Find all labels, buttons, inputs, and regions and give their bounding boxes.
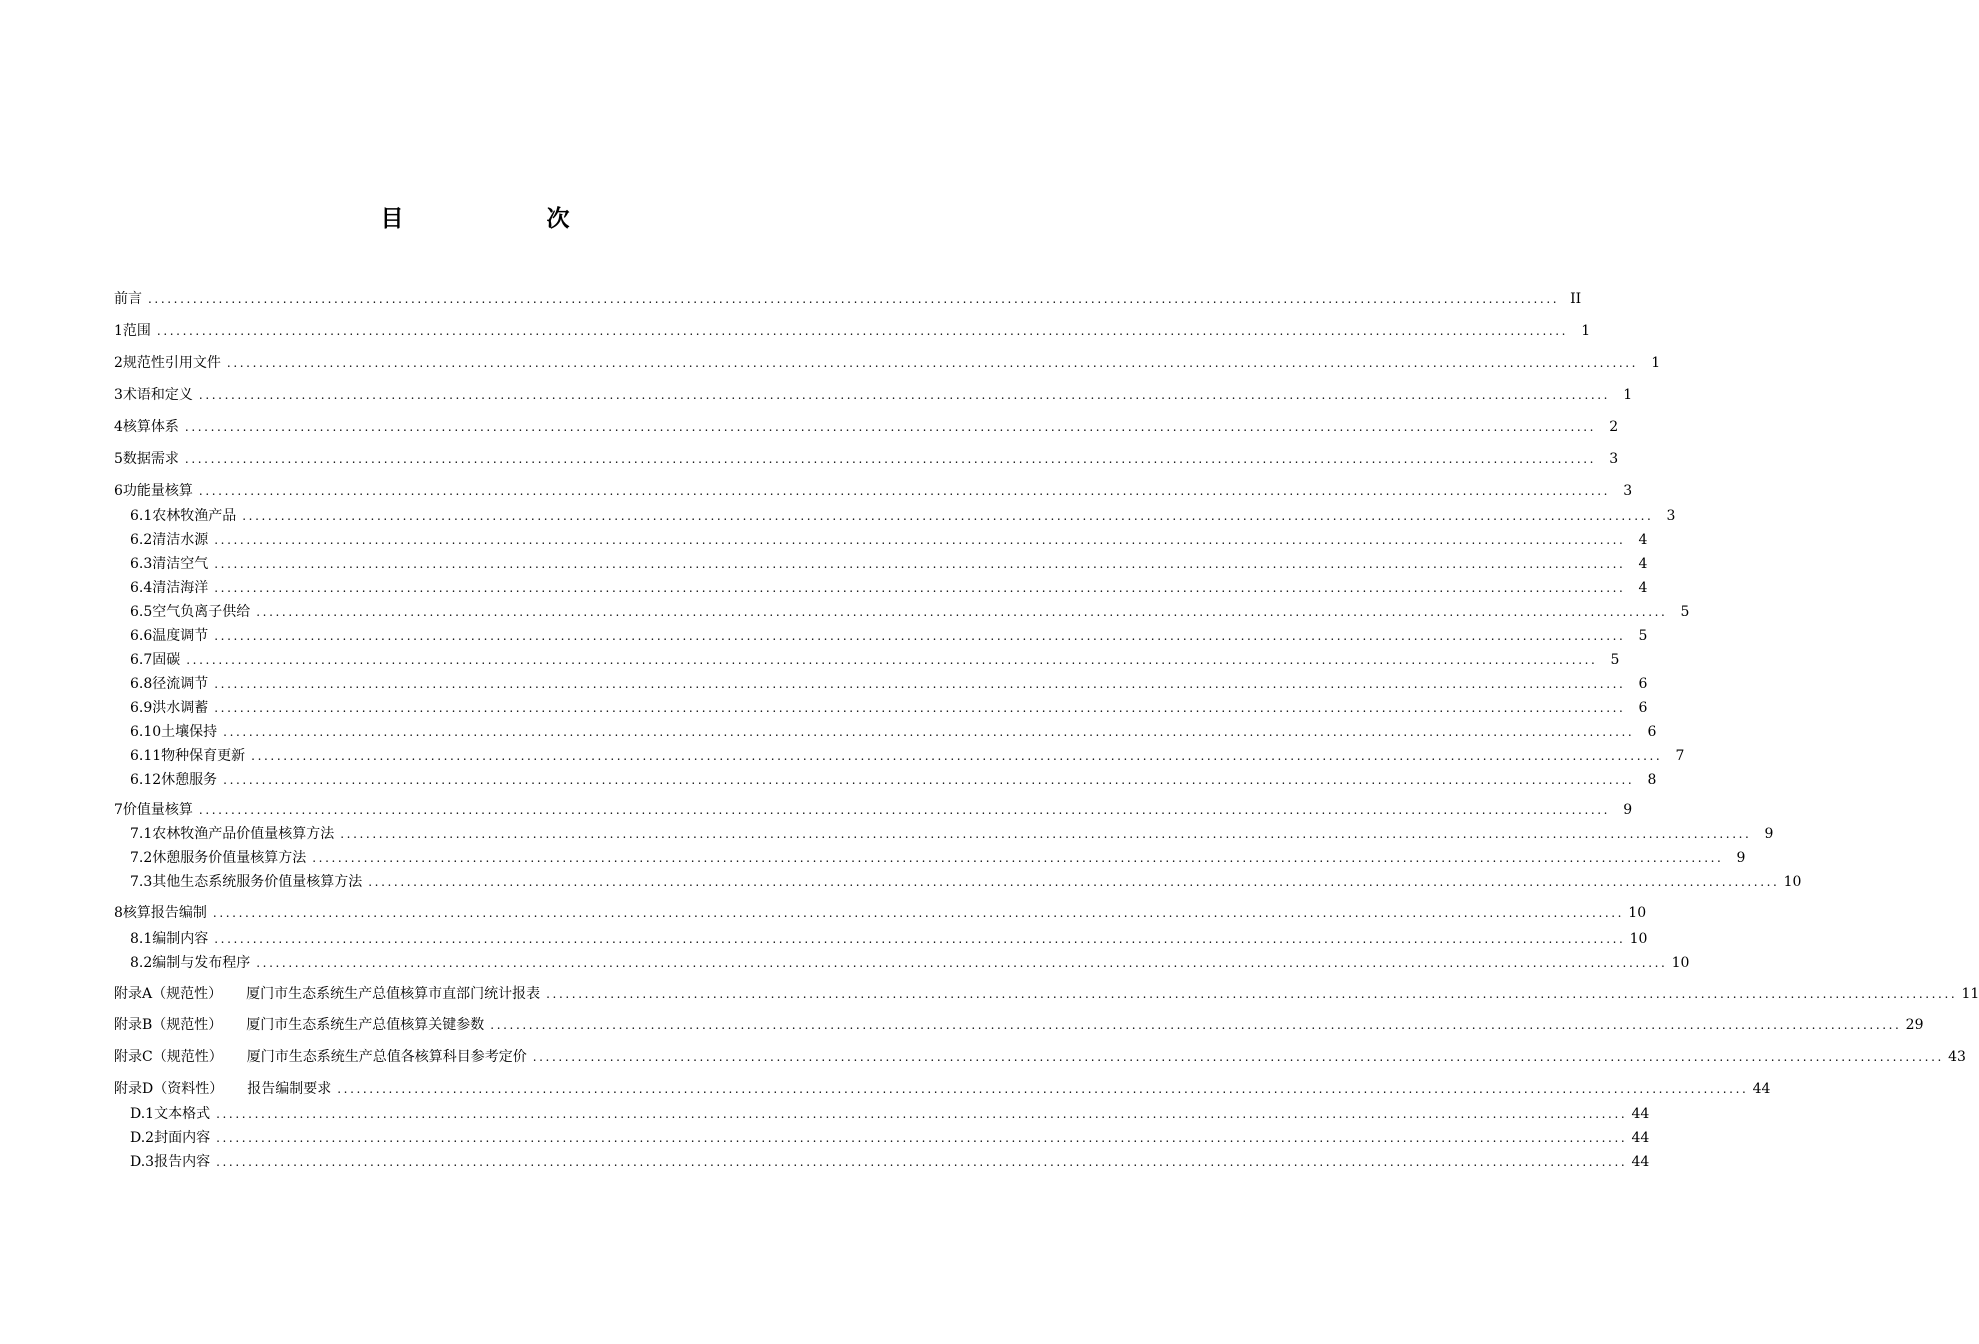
toc-entry[interactable] xyxy=(130,553,1648,575)
toc-entry[interactable] xyxy=(114,1078,1771,1100)
toc-entry-page-number: 4 xyxy=(1638,556,1648,572)
toc-entry[interactable] xyxy=(130,721,1657,743)
toc-entry-number: 6.2 xyxy=(130,532,153,548)
dot-leader: ............................................................................................................................................................................................................................ xyxy=(184,420,1597,434)
toc-entry[interactable] xyxy=(130,625,1648,647)
toc-entry[interactable] xyxy=(130,928,1648,950)
toc-entry-label: 休憩服务价值量核算方法 xyxy=(152,850,307,866)
toc-entry-label: 核算报告编制 xyxy=(122,905,207,921)
toc-entry[interactable] xyxy=(114,416,1619,438)
toc-entry-number: 6.6 xyxy=(130,628,153,644)
toc-entry-page-number: 6 xyxy=(1647,724,1657,740)
toc-entry-page-number: 1 xyxy=(1623,387,1633,403)
dot-leader: ............................................................................................................................................................................................................................ xyxy=(214,677,1626,691)
dot-leader: ............................................................................................................................................................................................................................ xyxy=(148,292,1560,306)
dot-leader: ............................................................................................................................................................................................................................ xyxy=(198,803,1611,817)
toc-entry[interactable] xyxy=(130,505,1676,527)
toc-entry-number: 6.10 xyxy=(130,724,162,740)
toc-entry-label: 规范性引用文件 xyxy=(122,355,221,371)
toc-entry-page-number: II xyxy=(1570,291,1582,307)
toc-entry-number: 附录D（资料性） xyxy=(114,1081,224,1097)
toc-entry-page-number: 6 xyxy=(1638,700,1648,716)
toc-entry-number: 7 xyxy=(114,802,123,818)
toc-entry-label: 报告编制要求 xyxy=(247,1081,332,1097)
toc-entry-number: 6.3 xyxy=(130,556,153,572)
dot-leader: ............................................................................................................................................................................................................................ xyxy=(490,1018,1902,1032)
dot-leader: ............................................................................................................................................................................................................................ xyxy=(546,987,1958,1001)
toc-title: 目 次 xyxy=(380,206,630,232)
toc-entry[interactable] xyxy=(114,902,1647,924)
toc-entry-label: 农林牧渔产品价值量核算方法 xyxy=(152,826,335,842)
toc-entry-number: 附录A（规范性） xyxy=(114,986,223,1002)
toc-entry-label: 土壤保持 xyxy=(161,724,218,740)
toc-entry-label: 厦门市生态系统生产总值各核算科目参考定价 xyxy=(246,1049,527,1065)
dot-leader: ............................................................................................................................................................................................................................ xyxy=(214,557,1626,571)
dot-leader: ............................................................................................................................................................................................................................ xyxy=(368,875,1780,889)
toc-entry[interactable] xyxy=(130,673,1648,695)
toc-entry-page-number: 44 xyxy=(1752,1081,1771,1097)
dot-leader: ............................................................................................................................................................................................................................ xyxy=(186,653,1598,667)
toc-entry[interactable] xyxy=(130,1127,1650,1149)
toc-entry-page-number: 6 xyxy=(1638,676,1648,692)
toc-entry-page-number: 4 xyxy=(1638,580,1648,596)
toc-entry-number: 4 xyxy=(114,419,123,435)
toc-entry-number: 3 xyxy=(114,387,123,403)
toc-entry-number: 7.1 xyxy=(130,826,153,842)
toc-entry-label: 报告内容 xyxy=(154,1154,211,1170)
toc-entry[interactable] xyxy=(114,1046,1966,1068)
toc-entry-label: 固碳 xyxy=(152,652,181,668)
toc-entry[interactable] xyxy=(130,1151,1650,1173)
toc-entry[interactable] xyxy=(130,697,1648,719)
toc-entry-page-number: 10 xyxy=(1783,874,1802,890)
toc-entry-number: D.2 xyxy=(130,1130,155,1146)
dot-leader: ............................................................................................................................................................................................................................ xyxy=(242,509,1654,523)
toc-entry-number: 2 xyxy=(114,355,123,371)
toc-entry-page-number: 44 xyxy=(1631,1106,1650,1122)
toc-entry-page-number: 10 xyxy=(1629,931,1648,947)
dot-leader: ............................................................................................................................................................................................................................ xyxy=(212,906,1625,920)
toc-entry[interactable] xyxy=(130,649,1620,671)
toc-entry-label: 文本格式 xyxy=(154,1106,211,1122)
toc-entry[interactable] xyxy=(114,384,1633,406)
toc-entry[interactable] xyxy=(130,529,1648,551)
toc-entry-page-number: 2 xyxy=(1609,419,1619,435)
dot-leader: ............................................................................................................................................................................................................................ xyxy=(198,484,1611,498)
dot-leader: ............................................................................................................................................................................................................................ xyxy=(256,605,1668,619)
toc-entry-label: 径流调节 xyxy=(152,676,209,692)
toc-entry-number: 8 xyxy=(114,905,123,921)
toc-entry[interactable] xyxy=(130,871,1802,893)
toc-entry-label: 前言 xyxy=(114,291,142,307)
dot-leader: ............................................................................................................................................................................................................................ xyxy=(340,827,1752,841)
toc-entry[interactable] xyxy=(114,799,1633,821)
toc-entry-label: 温度调节 xyxy=(152,628,209,644)
toc-entry-page-number: 43 xyxy=(1948,1049,1966,1065)
toc-entry-number: 8.1 xyxy=(130,931,153,947)
toc-entry-label: 功能量核算 xyxy=(122,483,193,499)
toc-entry-page-number: 11 xyxy=(1961,986,1979,1002)
toc-entry-page-number: 1 xyxy=(1651,355,1661,371)
toc-entry[interactable] xyxy=(130,952,1690,974)
toc-entry-number: D.3 xyxy=(130,1154,155,1170)
toc-entry-page-number: 8 xyxy=(1647,772,1657,788)
toc-entry-number: 1 xyxy=(114,323,123,339)
toc-entry-number: 6.8 xyxy=(130,676,153,692)
toc-entry-label: 封面内容 xyxy=(154,1130,211,1146)
toc-entry[interactable] xyxy=(114,320,1591,342)
toc-entry-label: 编制内容 xyxy=(152,931,209,947)
dot-leader: ............................................................................................................................................................................................................................ xyxy=(214,932,1626,946)
dot-leader: ............................................................................................................................................................................................................................ xyxy=(214,629,1626,643)
dot-leader: ............................................................................................................................................................................................................................ xyxy=(198,388,1611,402)
toc-entry[interactable] xyxy=(130,769,1657,791)
toc-entry[interactable] xyxy=(114,448,1619,470)
toc-entry-number: 6.5 xyxy=(130,604,153,620)
toc-entry[interactable] xyxy=(114,983,1979,1005)
toc-entry[interactable] xyxy=(114,480,1633,502)
toc-entry-label: 编制与发布程序 xyxy=(152,955,251,971)
toc-entry-label: 洪水调蓄 xyxy=(152,700,209,716)
dot-leader: ............................................................................................................................................................................................................................ xyxy=(216,1131,1628,1145)
toc-entry[interactable] xyxy=(114,352,1661,374)
toc-entry-page-number: 29 xyxy=(1905,1017,1924,1033)
toc-entry[interactable] xyxy=(130,1103,1650,1125)
toc-entry-number: 6.1 xyxy=(130,508,153,524)
toc-entry-label: 数据需求 xyxy=(122,451,179,467)
toc-entry-page-number: 4 xyxy=(1638,532,1648,548)
dot-leader: ............................................................................................................................................................................................................................ xyxy=(223,773,1635,787)
toc-entry-label: 清洁空气 xyxy=(152,556,209,572)
toc-entry-label: 清洁海洋 xyxy=(152,580,209,596)
dot-leader: ............................................................................................................................................................................................................................ xyxy=(214,581,1626,595)
dot-leader: ............................................................................................................................................................................................................................ xyxy=(223,725,1635,739)
dot-leader: ............................................................................................................................................................................................................................ xyxy=(156,324,1569,338)
toc-entry[interactable] xyxy=(130,577,1648,599)
dot-leader: ............................................................................................................................................................................................................................ xyxy=(256,956,1668,970)
toc-entry-page-number: 9 xyxy=(1736,850,1746,866)
dot-leader: ............................................................................................................................................................................................................................ xyxy=(216,1107,1628,1121)
toc-entry-label: 厦门市生态系统生产总值核算关键参数 xyxy=(246,1017,485,1033)
dot-leader: ............................................................................................................................................................................................................................ xyxy=(532,1050,1944,1064)
toc-entry-number: 8.2 xyxy=(130,955,153,971)
toc-entry-page-number: 3 xyxy=(1609,451,1619,467)
toc-entry-page-number: 3 xyxy=(1666,508,1676,524)
toc-entry-number: 附录B（规范性） xyxy=(114,1017,223,1033)
toc-entry-number: 5 xyxy=(114,451,123,467)
toc-entry-page-number: 44 xyxy=(1631,1154,1650,1170)
toc-entry-number: 6.4 xyxy=(130,580,153,596)
toc-entry-number: D.1 xyxy=(130,1106,155,1122)
dot-leader: ............................................................................................................................................................................................................................ xyxy=(337,1082,1749,1096)
toc-entry-page-number: 5 xyxy=(1638,628,1648,644)
toc-entry-label: 核算体系 xyxy=(122,419,179,435)
toc-entry[interactable] xyxy=(114,288,1582,310)
toc-entry[interactable] xyxy=(130,601,1690,623)
toc-entry-label: 物种保育更新 xyxy=(161,748,246,764)
toc-entry-number: 附录C（规范性） xyxy=(114,1049,223,1065)
toc-entry-label: 休憩服务 xyxy=(161,772,218,788)
toc-entry-number: 6.7 xyxy=(130,652,153,668)
toc-entry-number: 6.9 xyxy=(130,700,153,716)
toc-entry-page-number: 10 xyxy=(1671,955,1690,971)
toc-entry-number: 6 xyxy=(114,483,123,499)
toc-entry-page-number: 9 xyxy=(1764,826,1774,842)
toc-entry-page-number: 5 xyxy=(1610,652,1620,668)
dot-leader: ............................................................................................................................................................................................................................ xyxy=(214,701,1626,715)
dot-leader: ............................................................................................................................................................................................................................ xyxy=(226,356,1639,370)
toc-entry-label: 清洁水源 xyxy=(152,532,209,548)
toc-entry-number: 7.3 xyxy=(130,874,153,890)
toc-entry[interactable] xyxy=(130,847,1746,869)
toc-entry-label: 价值量核算 xyxy=(122,802,193,818)
dot-leader: ............................................................................................................................................................................................................................ xyxy=(214,533,1626,547)
toc-entry-label: 厦门市生态系统生产总值核算市直部门统计报表 xyxy=(246,986,541,1002)
dot-leader: ............................................................................................................................................................................................................................ xyxy=(216,1155,1628,1169)
toc-entry[interactable] xyxy=(114,1014,1924,1036)
toc-entry-label: 农林牧渔产品 xyxy=(152,508,237,524)
dot-leader: ............................................................................................................................................................................................................................ xyxy=(251,749,1663,763)
toc-entry-page-number: 5 xyxy=(1680,604,1690,620)
toc-entry-label: 其他生态系统服务价值量核算方法 xyxy=(152,874,363,890)
toc-entry-page-number: 44 xyxy=(1631,1130,1650,1146)
toc-entry-number: 6.12 xyxy=(130,772,162,788)
toc-entry-number: 6.11 xyxy=(130,748,162,764)
toc-entry-label: 范围 xyxy=(122,323,151,339)
toc-entry-number: 7.2 xyxy=(130,850,153,866)
dot-leader: ............................................................................................................................................................................................................................ xyxy=(184,452,1597,466)
toc-entry[interactable] xyxy=(130,823,1774,845)
dot-leader: ............................................................................................................................................................................................................................ xyxy=(312,851,1724,865)
toc-entry-page-number: 1 xyxy=(1581,323,1591,339)
toc-entry-page-number: 7 xyxy=(1675,748,1685,764)
toc-entry-page-number: 9 xyxy=(1623,802,1633,818)
toc-entry-label: 术语和定义 xyxy=(122,387,193,403)
toc-entry[interactable] xyxy=(130,745,1685,767)
toc-entry-page-number: 10 xyxy=(1628,905,1647,921)
toc-entry-label: 空气负离子供给 xyxy=(152,604,251,620)
toc-entry-page-number: 3 xyxy=(1623,483,1633,499)
